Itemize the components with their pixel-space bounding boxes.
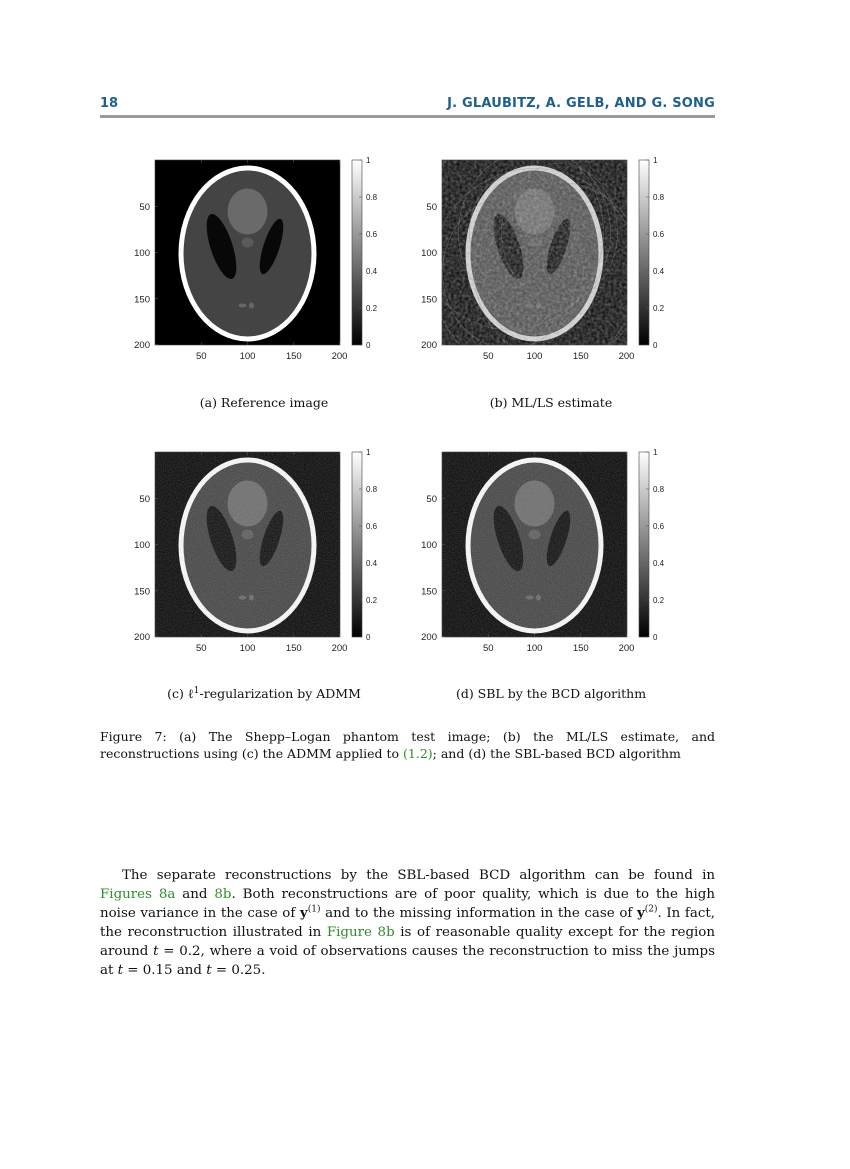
colorbar-tick-label: 0.4 [366,559,378,568]
colorbar [639,452,649,637]
colorbar-tick-label: 0.2 [366,596,378,605]
superscript: (1) [307,904,321,915]
x-tick-label: 50 [195,351,207,362]
y-tick-label: 200 [421,340,437,351]
x-tick-label: 100 [526,351,543,362]
noise-overlay [442,452,627,637]
x-tick-label: 100 [239,643,256,654]
subfigure-d-caption: (d) SBL by the BCD algorithm [455,686,647,701]
phantom-center-blob [242,238,254,248]
subfigure-b-plot [417,155,707,365]
y-tick-label: 50 [139,493,150,505]
colorbar-tick-label: 0.8 [366,485,378,494]
subfigure-c-caption-sup: 1 [193,685,200,696]
para-text: = 0.25. [211,963,266,978]
colorbar-tick-label: 0.2 [366,304,378,313]
para-text: = 0.2, where a void of observations causes the reconstruction to miss the jumps at [100,944,716,978]
colorbar-tick-label: 0 [653,341,658,350]
x-tick-label: 150 [285,643,302,654]
para-text: The separate reconstructions by the SBL-based BCD algorithm can be found in [122,868,715,883]
phantom-small-ellipse [249,303,254,309]
para-text: is of reasonable quality except for the region around [100,925,715,959]
superscript: (2) [644,904,658,915]
colorbar-tick-label: 0.6 [653,522,665,531]
colorbar-tick-label: 0.2 [653,596,665,605]
y-tick-label: 100 [421,248,437,259]
y-tick-label: 100 [421,540,437,551]
y-tick-label: 150 [421,586,437,598]
x-tick-label: 150 [572,351,589,362]
math-t: t [206,963,212,978]
math-t: t [117,963,124,978]
colorbar-tick-label: 0.8 [653,193,665,202]
subfigure-c-caption [114,686,414,702]
figure-caption [100,728,715,762]
x-tick-label: 150 [572,643,589,654]
y-tick-label: 100 [134,248,150,259]
x-tick-label: 50 [195,643,207,654]
para-text: = 0.15 and [123,963,207,978]
subfigure-c-plot [130,447,420,657]
subfigure-c-caption-prefix: (c) ℓ [167,686,194,701]
equation-ref-link[interactable]: (1.2) [403,746,433,761]
y-tick-label: 150 [421,294,437,306]
running-head-authors: J. GLAUBITZ, A. GELB, AND G. SONG [447,96,715,111]
y-tick-label: 200 [421,632,437,643]
subfigure-c-caption-suffix: -regularization by ADMM [199,686,361,701]
colorbar-tick-label: 0.8 [653,485,665,494]
y-vector: y [636,905,645,921]
colorbar-tick-label: 0.8 [366,193,378,202]
colorbar-tick-label: 0 [366,341,371,350]
para-text: . In fact, the reconstruction illustrated in [100,906,715,940]
y-tick-label: 50 [426,201,437,213]
subfigure-b-caption: (b) ML/LS estimate [489,395,613,410]
phantom-figure-d [417,447,707,657]
x-tick-label: 50 [482,643,494,654]
y-tick-label: 150 [134,586,150,598]
phantom-image [155,160,340,345]
noise-overlay [155,452,340,637]
colorbar-tick-label: 0.4 [653,267,665,276]
x-tick-label: 50 [482,351,494,362]
colorbar-tick-label: 0.4 [366,267,378,276]
figure-8b-link[interactable]: 8b [214,887,232,902]
colorbar-tick-label: 1 [653,156,658,165]
noise-overlay [442,160,627,345]
phantom-image [416,136,645,377]
x-tick-label: 200 [331,351,348,362]
x-tick-label: 100 [239,351,256,362]
subfigure-a-plot [130,155,420,365]
para-text: . Both reconstructions are of poor quality, which is due to the high noise variance in the case of [100,887,715,921]
colorbar-tick-label: 1 [366,448,371,457]
phantom-top-ellipse [228,189,268,235]
x-tick-label: 100 [526,643,543,654]
body-paragraph [100,866,715,980]
subfigure-d-plot [417,447,707,657]
colorbar-tick-label: 1 [366,156,371,165]
math-t: t [153,944,159,959]
page-header [100,96,715,116]
phantom-figure-c [130,447,420,657]
colorbar-tick-label: 0.2 [653,304,665,313]
colorbar [352,452,362,637]
subfigure-a-caption: (a) Reference image [199,395,329,410]
x-tick-label: 150 [285,351,302,362]
figure-caption-text-2: ; and (d) the SBL-based BCD algorithm [432,746,681,761]
x-tick-label: 200 [618,643,635,654]
figure-caption-text-1: Figure 7: (a) The Shepp–Logan phantom test image; (b) the ML/LS estimate, and reconstructions using (c) the ADMM applied to [100,729,715,761]
colorbar [639,160,649,345]
x-tick-label: 200 [331,643,348,654]
colorbar-tick-label: 0.4 [653,559,665,568]
para-text: and [175,887,215,902]
y-tick-label: 50 [139,201,150,213]
colorbar-tick-label: 0.6 [366,230,378,239]
figure-8a-link[interactable]: Figures 8a [100,887,176,902]
page-number: 18 [100,96,119,111]
colorbar-tick-label: 0.6 [366,522,378,531]
y-tick-label: 100 [134,540,150,551]
phantom-figure-a [130,155,420,365]
phantom-image [442,452,627,637]
colorbar-tick-label: 0 [366,633,371,642]
y-tick-label: 50 [426,493,437,505]
y-tick-label: 150 [134,294,150,306]
phantom-figure-b [417,155,707,365]
phantom-image [155,452,340,637]
y-vector: y [299,905,308,921]
colorbar [352,160,362,345]
para-text: and to the missing information in the case of [320,906,637,921]
colorbar-tick-label: 1 [653,448,658,457]
y-tick-label: 200 [134,340,150,351]
y-tick-label: 200 [134,632,150,643]
colorbar-tick-label: 0.6 [653,230,665,239]
phantom-small-ellipse [239,304,247,308]
colorbar-tick-label: 0 [653,633,658,642]
x-tick-label: 200 [618,351,635,362]
header-rule [100,115,715,118]
figure-8b-link-2[interactable]: Figure 8b [326,925,395,940]
